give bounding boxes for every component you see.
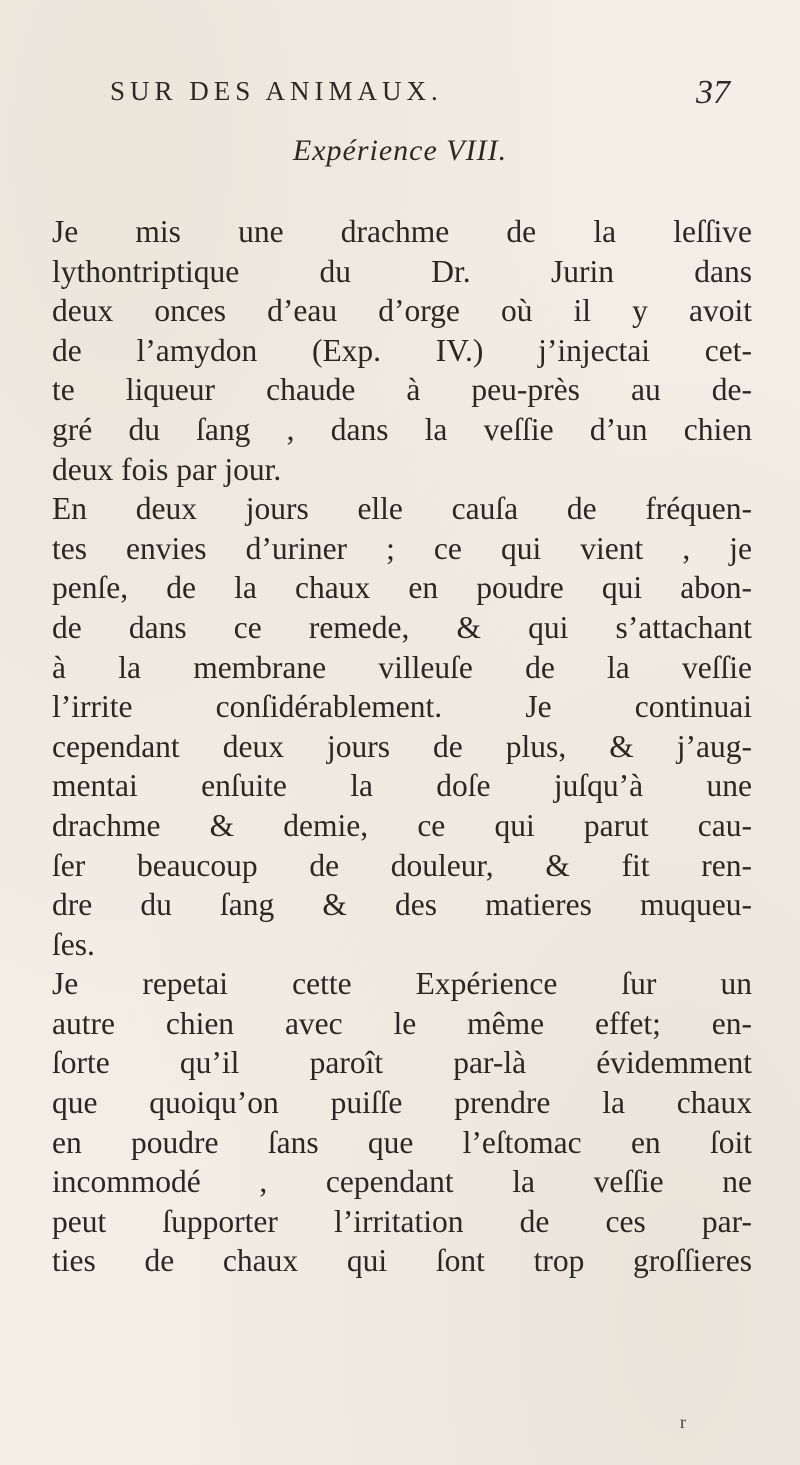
running-title: SUR DES ANIMAUX.: [110, 76, 443, 106]
text-line: autre chien avec le même effet; en-: [52, 1005, 752, 1041]
text-line: gré du ſang , dans la veſſie d’un chien: [52, 411, 752, 447]
text-line: penſe, de la chaux en poudre qui abon-: [52, 570, 752, 606]
signature-mark: r: [680, 1412, 686, 1432]
text-line: ties de chaux qui ſont trop groſſieres: [52, 1243, 752, 1279]
text-line: deux fois par jour.: [52, 451, 282, 487]
text-line: En deux jours elle cauſa de fréquen-: [52, 491, 752, 527]
text-line: ſorte qu’il paroît par-là évidemment: [52, 1045, 752, 1081]
text-line: dre du ſang & des matieres muqueu-: [52, 887, 752, 923]
text-line: que quoiqu’on puiſſe prendre la chaux: [52, 1085, 752, 1121]
text-line: Je repetai cette Expérience ſur un: [52, 966, 752, 1002]
text-line: peut ſupporter l’irritation de ces par-: [52, 1203, 752, 1239]
text-line: l’irrite conſidérablement. Je continuai: [52, 689, 752, 725]
text-line: te liqueur chaude à peu-près au de-: [52, 372, 752, 408]
text-line: ſer beaucoup de douleur, & fit ren-: [52, 847, 752, 883]
text-line: mentai enſuite la doſe juſqu’à une: [52, 768, 752, 804]
page-number: 37: [696, 74, 730, 111]
text-line: cependant deux jours de plus, & j’aug-: [52, 728, 752, 764]
text-line: deux onces d’eau d’orge où il y avoit: [52, 293, 752, 329]
running-head: [110, 76, 730, 116]
body-text: [52, 212, 752, 1281]
text-line: incommodé , cependant la veſſie ne: [52, 1164, 752, 1200]
text-line: drachme & demie, ce qui parut cau-: [52, 807, 752, 843]
text-line: tes envies d’uriner ; ce qui vient , je: [52, 530, 752, 566]
text-line: de l’amydon (Exp. IV.) j’injectai cet-: [52, 332, 752, 368]
text-line: Je mis une drachme de la leſſive: [52, 214, 752, 249]
text-line: lythontriptique du Dr. Jurin dans: [52, 253, 752, 289]
text-line: ſes.: [52, 926, 95, 962]
text-line: de dans ce remede, & qui s’attachant: [52, 609, 752, 645]
experiment-heading: Expérience VIII.: [292, 134, 508, 167]
text-line: en poudre ſans que l’eſtomac en ſoit: [52, 1124, 752, 1160]
text-line: à la membrane villeuſe de la veſſie: [52, 649, 752, 685]
